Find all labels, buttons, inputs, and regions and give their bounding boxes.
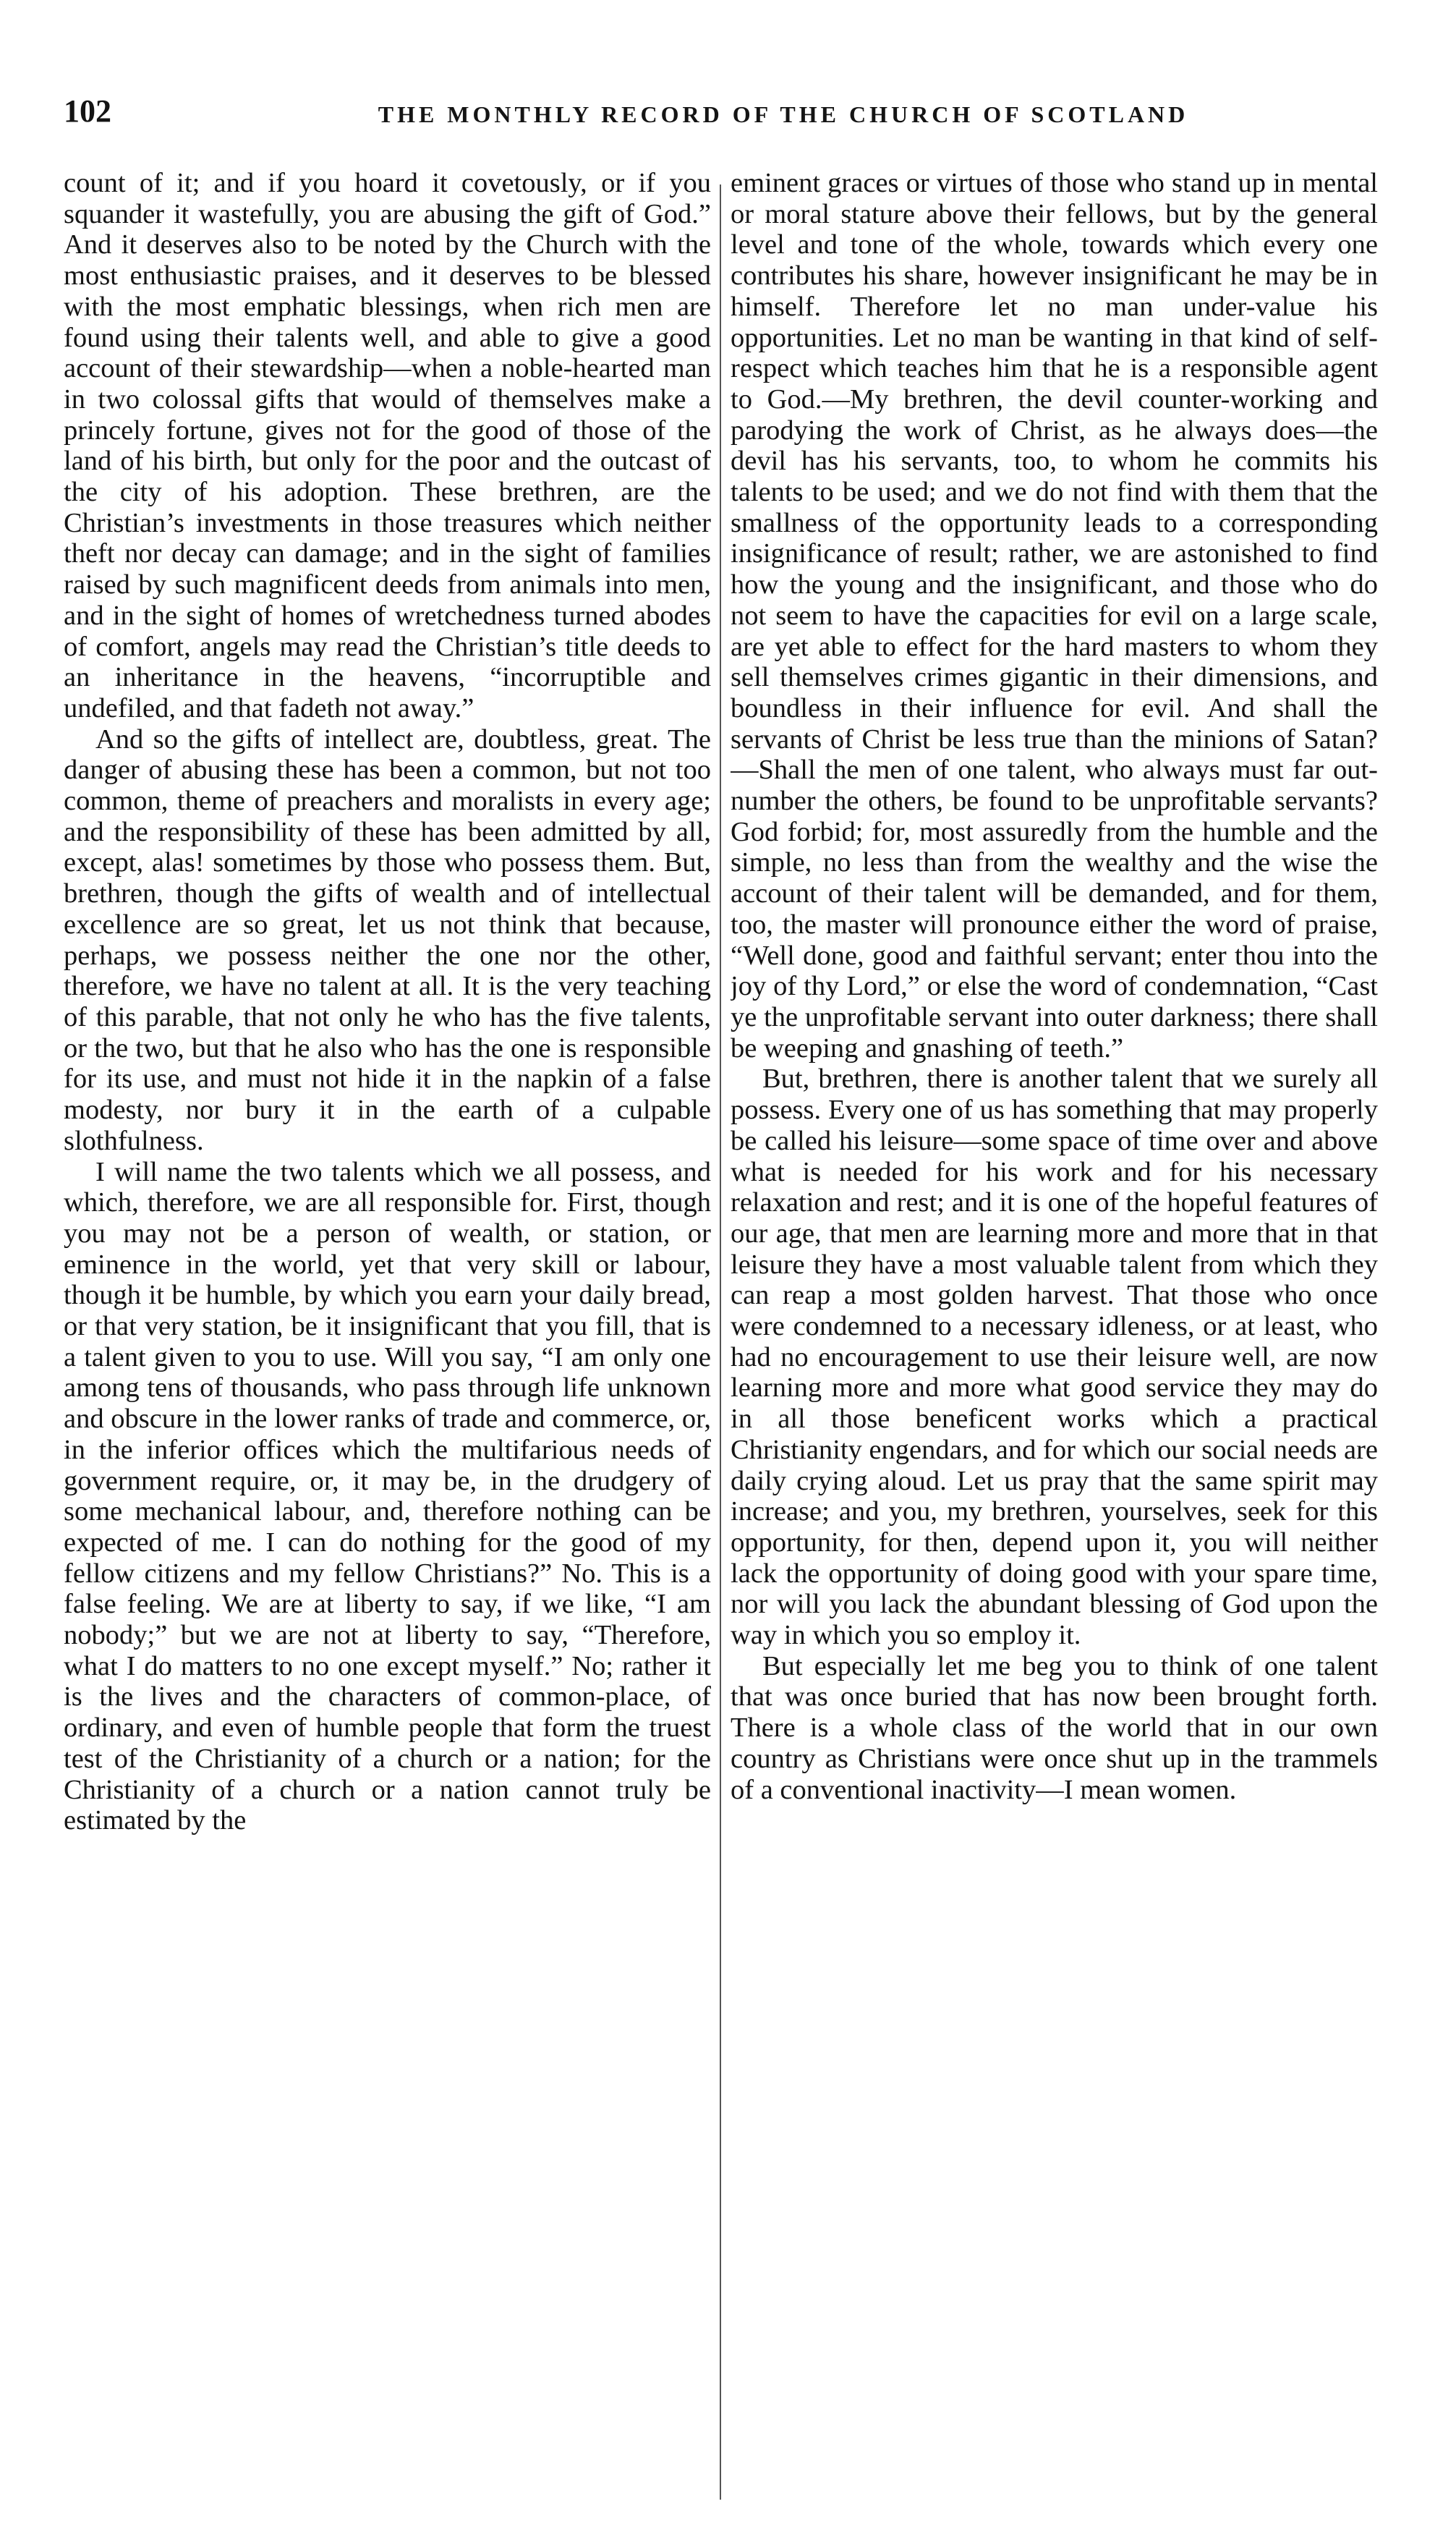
- left-column: [64, 168, 711, 2512]
- column-divider: [720, 184, 721, 2500]
- paragraph: But especially let me beg you to think of one talent that was once buried that has now been brought forth. There is a whole class of the world that in our own country as Christians were once shut up in the trammels of a conventional inactivity—I mean women.: [731, 1650, 1378, 1805]
- paragraph: But, brethren, there is another talent that we surely all possess. Every one of us has something that may properly be called his leisure—some space of time over and above what is needed for his work and for his necessary relaxation and rest; and it is one of the hopeful features of our age, that men are learning more and more that in that leisure they have a most valuable talent from which they can reap a most golden harvest. That those who once were condemned to a necessary idleness, or at least, who had no encouragement to use their leisure well, are now learning more and more what good service they may do in all those beneficent works which a practical Christianity engendars, and for which our social needs are daily crying aloud. Let us pray that the same spirit may increase; and you, my brethren, yourselves, seek for this opportunity, for then, depend upon it, you will neither lack the opportunity of doing good with your spare time, nor will you lack the abundant blessing of God upon the way in which you so employ it.: [731, 1064, 1378, 1651]
- paragraph: And so the gifts of intellect are, doubtless, great. The danger of abusing these has been a common, but not too common, theme of preachers and moralists in every age; and the responsibility of these has been admitted by all, except, alas! sometimes by those who possess them. But, brethren, though the gifts of wealth and of intellectual excellence are so great, let us not think that because, perhaps, we possess neither the one nor the other, therefore, we have no talent at all. It is the very teaching of this parable, that not only he who has the five talents, or the two, but that he also who has the one is responsible for its use, and must not hide it in the napkin of a false modesty, nor bury it in the earth of a culpable slothfulness.: [64, 723, 711, 1156]
- paragraph: eminent graces or virtues of those who stand up in mental or moral stature above their fellows, but by the general level and tone of the whole, towards which every one contributes his share, however insignificant he may be in himself. Therefore let no man under-value his opportunities. Let no man be wanting in that kind of self-respect which teaches him that he is a responsible agent to God.—My brethren, the devil counter-working and parodying the work of Christ, as he always does—the devil has his servants, too, to whom he commits his talents to be used; and we do not find with them that the smallness of the opportunity leads to a corresponding insignificance of result; rather, we are astonished to find how the young and the insignificant, and those who do not seem to have the capacities for evil on a large scale, are yet able to effect for the hard masters to whom they sell themselves crimes gigantic in their dimensions, and boundless in their influence for evil. And shall the servants of Christ be less true than the minions of Satan?—Shall the men of one talent, who always must far out-number the others, be found to be unprofitable servants? God forbid; for, most assuredly from the humble and the simple, no less than from the wealthy and the wise the account of their talent will be demanded, and for them, too, the master will pronounce either the word of praise, “Well done, good and faithful servant; enter thou into the joy of thy Lord,” or else the word of condemnation, “Cast ye the unprofitable servant into outer darkness; there shall be weeping and gnashing of teeth.”: [731, 168, 1378, 1064]
- page-number: 102: [64, 93, 111, 129]
- paragraph: count of it; and if you hoard it covetously, or if you squander it wastefully, you are abusing the gift of God.” And it deserves also to be noted by the Church with the most enthusiastic praises, and it deserves to be blessed with the most emphatic blessings, when rich men are found using their talents well, and able to give a good account of their stewardship—when a noble-hearted man in two colossal gifts that would of themselves make a princely fortune, gives not for the good of those of the land of his birth, but only for the poor and the outcast of the city of his adoption. These brethren, are the Christian’s investments in those treasures which neither theft nor decay can damage; and in the sight of families raised by such magnificent deeds from animals into men, and in the sight of homes of wretchedness turned abodes of comfort, angels may read the Christian’s title deeds to an inheritance in the heavens, “incorruptible and undefiled, and that fadeth not away.”: [64, 168, 711, 723]
- running-title: THE MONTHLY RECORD OF THE CHURCH OF SCOTLAND: [378, 101, 1189, 127]
- page-header: [64, 93, 1380, 158]
- right-column: [731, 168, 1378, 2512]
- paragraph: I will name the two talents which we all possess, and which, therefore, we are all responsible for. First, though you may not be a person of wealth, or station, or eminence in the world, yet that very skill or labour, though it be humble, by which you earn your daily bread, or that very station, be it insignificant that you fill, that is a talent given to you to use. Will you say, “I am only one among tens of thousands, who pass through life unknown and obscure in the lower ranks of trade and commerce, or, in the inferior offices which the multifarious needs of government require, or, it may be, in the drudgery of some mechanical labour, and, therefore nothing can be expected of me. I can do nothing for the good of my fellow citizens and my fellow Christians?” No. This is a false feeling. We are at liberty to say, if we like, “I am nobody;” but we are not at liberty to say, “Therefore, what I do matters to no one except myself.” No; rather it is the lives and the characters of common-place, of ordinary, and even of humble people that form the truest test of the Christianity of a church or a nation; for the Christianity of a church or a nation cannot truly be estimated by the: [64, 1156, 711, 1836]
